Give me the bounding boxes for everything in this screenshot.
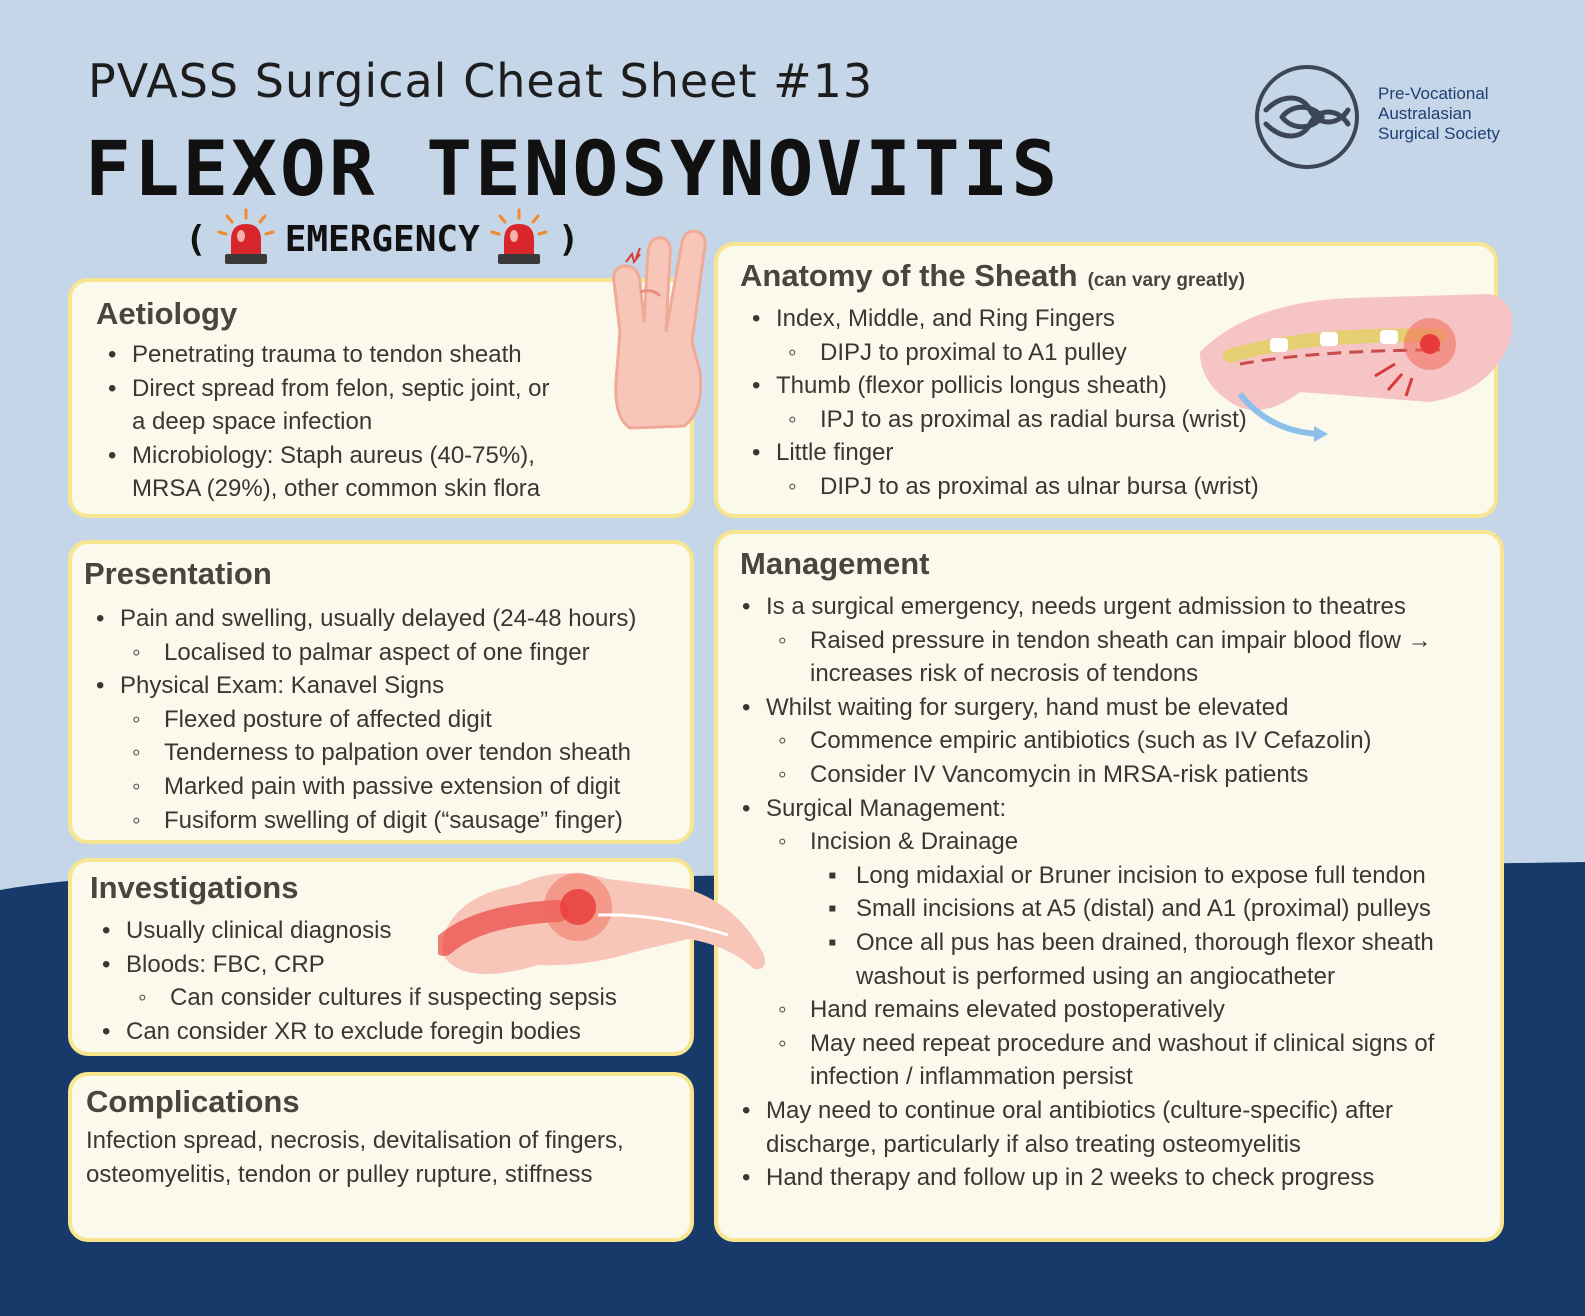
list-item: ◦ Hand remains elevated postoperatively bbox=[730, 993, 1492, 1027]
list-item: • Physical Exam: Kanavel Signs bbox=[84, 669, 678, 703]
list-item: • Is a surgical emergency, needs urgent admission to theatres bbox=[730, 590, 1492, 624]
list-item: ◦ Tenderness to palpation over tendon sheath bbox=[84, 736, 678, 770]
list-item: ◦ Consider IV Vancomycin in MRSA-risk patients bbox=[730, 758, 1492, 792]
list-item: • Penetrating trauma to tendon sheath bbox=[96, 338, 606, 372]
list-item: ◦ May need repeat procedure and washout if clinical signs of infection / inflammation persist bbox=[730, 1027, 1492, 1094]
siren-icon bbox=[215, 208, 277, 270]
list-item: • May need to continue oral antibiotics (culture-specific) after discharge, particularly if also treating osteomyelitis bbox=[730, 1094, 1492, 1161]
emergency-banner bbox=[185, 213, 579, 265]
complications-text: Infection spread, necrosis, devitalisation of fingers, osteomyelitis, tendon or pulley rupture, stiffness bbox=[86, 1127, 624, 1188]
list-item: • Index, Middle, and Ring Fingers bbox=[740, 302, 1472, 336]
list-item: • Whilst waiting for surgery, hand must be elevated bbox=[730, 691, 1492, 725]
logo-text bbox=[1378, 84, 1518, 144]
list-item: • Pain and swelling, usually delayed (24-48 hours) bbox=[84, 602, 678, 636]
list-item: ▪ Long midaxial or Bruner incision to expose full tendon bbox=[730, 859, 1492, 893]
list-item: ◦ Commence empiric antibiotics (such as IV Cefazolin) bbox=[730, 724, 1492, 758]
hand-illustration bbox=[600, 222, 720, 432]
list-item: ▪ Small incisions at A5 (distal) and A1 (proximal) pulleys bbox=[730, 892, 1492, 926]
list-item: ◦ Marked pain with passive extension of digit bbox=[84, 770, 678, 804]
anatomy-heading: Anatomy of the Sheath bbox=[740, 258, 1078, 293]
logo-line-3: Surgical Society bbox=[1378, 124, 1500, 143]
list-item: • Little finger bbox=[740, 436, 1472, 470]
inflamed-hand-illustration bbox=[438, 855, 778, 985]
list-item: ◦ Flexed posture of affected digit bbox=[84, 703, 678, 737]
investigations-heading: Investigations bbox=[90, 870, 299, 905]
pvass-logo bbox=[1260, 64, 1500, 170]
list-item: ◦ Raised pressure in tendon sheath can impair blood flow → increases risk of necrosis of tendons bbox=[730, 624, 1492, 691]
list-item: • Thumb (flexor pollicis longus sheath) bbox=[740, 369, 1472, 403]
aetiology-list bbox=[96, 338, 666, 506]
anatomy-note: (can vary greatly) bbox=[1087, 270, 1245, 291]
emergency-open-paren: ( bbox=[185, 218, 207, 260]
list-item: • Surgical Management: bbox=[730, 792, 1492, 826]
emergency-label: EMERGENCY bbox=[284, 218, 480, 260]
presentation-heading: Presentation bbox=[84, 556, 272, 591]
list-item: • Usually clinical diagnosis bbox=[90, 914, 672, 948]
list-item: ◦ Localised to palmar aspect of one finger bbox=[84, 636, 678, 670]
list-item: • Hand therapy and follow up in 2 weeks to check progress bbox=[730, 1161, 1492, 1195]
siren-icon bbox=[488, 208, 550, 270]
list-item: ◦ DIPJ to proximal to A1 pulley bbox=[740, 336, 1472, 370]
emergency-close-paren: ) bbox=[557, 218, 580, 260]
list-item: • Bloods: FBC, CRP bbox=[90, 948, 672, 982]
management-heading: Management bbox=[740, 546, 930, 581]
page-title: FLEXOR TENOSYNOVITIS bbox=[85, 124, 1061, 213]
presentation-card bbox=[68, 540, 694, 844]
logo-line-1: Pre-Vocational bbox=[1378, 84, 1489, 103]
complications-heading: Complications bbox=[86, 1084, 300, 1119]
list-item: ◦ Fusiform swelling of digit (“sausage” finger) bbox=[84, 804, 678, 838]
list-item: ◦ DIPJ to as proximal as ulnar bursa (wrist) bbox=[740, 470, 1472, 504]
logo-line-2: Australasian bbox=[1378, 104, 1472, 123]
list-item: ◦ Can consider cultures if suspecting sepsis bbox=[90, 981, 672, 1015]
list-item: ▪ Once all pus has been drained, thorough flexor sheath washout is performed using an angiocatheter bbox=[730, 926, 1492, 993]
list-item: ◦ Incision & Drainage bbox=[730, 825, 1492, 859]
sheet-subtitle: PVASS Surgical Cheat Sheet #13 bbox=[88, 54, 874, 108]
list-item: ◦ IPJ to as proximal as radial bursa (wrist) bbox=[740, 403, 1472, 437]
finger-sheath-illustration bbox=[1190, 272, 1520, 442]
management-card bbox=[714, 530, 1504, 1242]
aetiology-heading: Aetiology bbox=[96, 296, 238, 331]
knot-logo-icon bbox=[1252, 64, 1362, 170]
list-item: • Microbiology: Staph aureus (40-75%), MRSA (29%), other common skin flora bbox=[96, 439, 606, 506]
complications-card bbox=[68, 1072, 694, 1242]
list-item: • Can consider XR to exclude foregin bodies bbox=[90, 1015, 672, 1049]
presentation-list bbox=[84, 602, 678, 837]
management-list bbox=[730, 590, 1492, 1195]
list-item: • Direct spread from felon, septic joint, or a deep space infection bbox=[96, 372, 606, 439]
